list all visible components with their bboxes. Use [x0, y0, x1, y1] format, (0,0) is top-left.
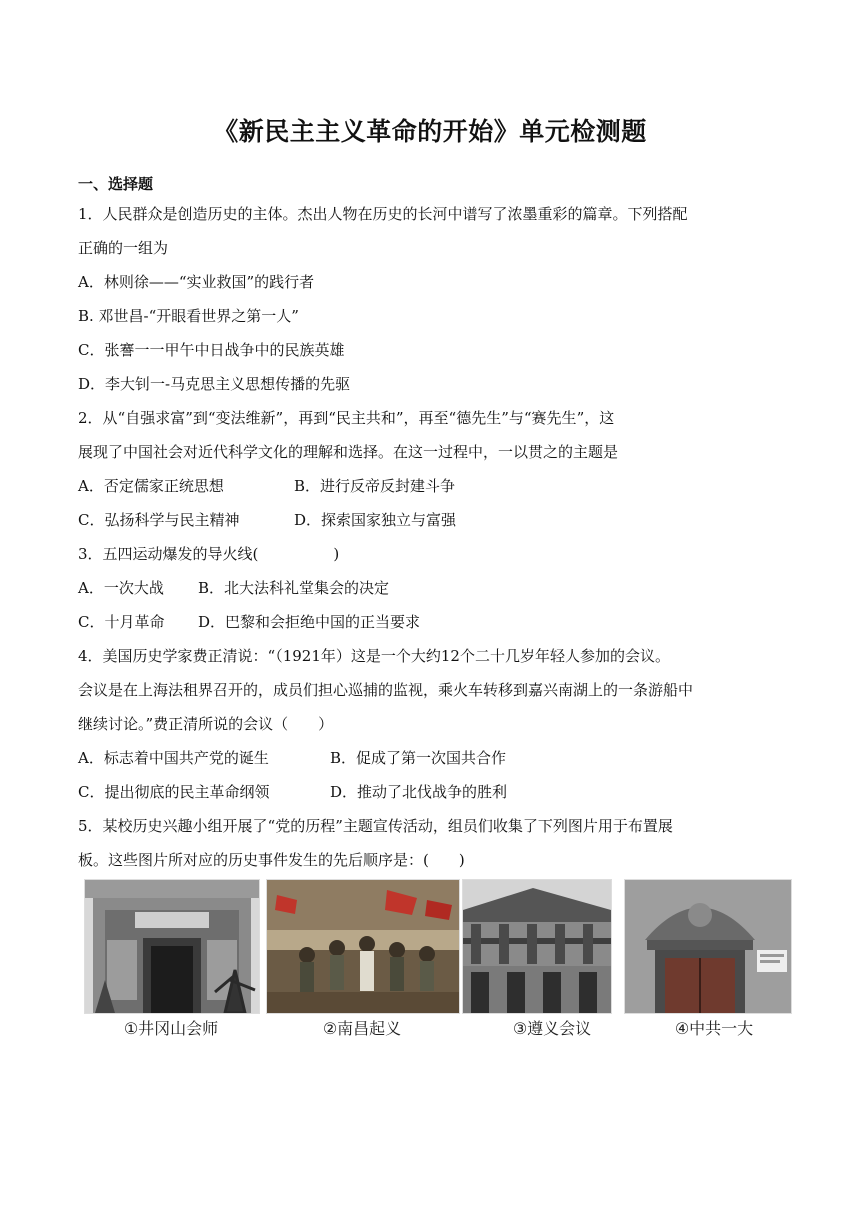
- option-row: [78, 503, 784, 537]
- question-5: [78, 809, 784, 877]
- question-stem-line: 板。这些图片所对应的历史事件发生的先后顺序是：( ): [78, 851, 465, 869]
- option-row: [78, 605, 784, 639]
- section-heading: 一、选择题: [78, 175, 154, 193]
- question-stem-line: 继续讨论。”费正清所说的会议（ ）: [78, 715, 334, 733]
- page-title: 《新民主主义革命的开始》单元检测题: [213, 117, 647, 146]
- question-stem-line: 展现了中国社会对近代科学文化的理解和选择。在这一过程中，一以贯之的主题是: [78, 443, 619, 461]
- image-caption: ①井冈山会师: [123, 1019, 219, 1038]
- question-stem-line: 2．从“自强求富”到“变法维新”，再到“民主共和”，再至“德先生”与“赛先生”，这: [78, 409, 615, 427]
- history-images-strip: [84, 879, 790, 1044]
- option-b: B．促成了第一次国共合作: [330, 749, 507, 767]
- option-d: D．探索国家独立与富强: [294, 511, 457, 529]
- option-a: A．标志着中国共产党的诞生: [78, 749, 269, 767]
- question-stem-line: 正确的一组为: [78, 239, 169, 257]
- option-b: B．进行反帝反封建斗争: [294, 477, 456, 495]
- option-row: [78, 571, 784, 605]
- shikumen-doorway-icon: [624, 879, 792, 1014]
- option-d: D．推动了北伐战争的胜利: [330, 783, 508, 801]
- brick-building-icon: [462, 879, 612, 1014]
- option-row: [78, 741, 784, 775]
- question-list: [78, 171, 784, 877]
- option-a: A．一次大战: [78, 579, 164, 597]
- question-stem-line: 1．人民群众是创造历史的主体。杰出人物在历史的长河中谱写了浓墨重彩的篇章。下列搭配: [78, 205, 688, 223]
- option-c: C．弘扬科学与民主精神: [78, 511, 240, 529]
- option-row: [78, 469, 784, 503]
- old-gate-building-icon: [84, 879, 260, 1014]
- image-caption: ②南昌起义: [322, 1019, 402, 1038]
- question-1: [78, 197, 784, 401]
- question-2: [78, 401, 784, 537]
- question-stem-line: 3．五四运动爆发的导火线( ): [78, 545, 340, 563]
- option-d: D．巴黎和会拒绝中国的正当要求: [198, 613, 421, 631]
- option-c: C．张謇一一甲午中日战争中的民族英雄: [78, 341, 345, 359]
- image-caption: ④中共一大: [674, 1019, 754, 1038]
- uprising-painting-icon: [266, 879, 460, 1014]
- option-c: C．提出彻底的民主革命纲领: [78, 783, 270, 801]
- option-c: C．十月革命: [78, 613, 165, 631]
- image-caption: ③遵义会议: [512, 1019, 592, 1038]
- option-b: B. 邓世昌-“开眼看世界之第一人”: [78, 307, 299, 325]
- question-stem-line: 会议是在上海法租界召开的，成员们担心巡捕的监视，乘火车转移到嘉兴南湖上的一条游船中: [78, 681, 694, 699]
- question-4: [78, 639, 784, 809]
- option-b: B．北大法科礼堂集会的决定: [198, 579, 390, 597]
- option-a: A．否定儒家正统思想: [78, 477, 224, 495]
- question-3: [78, 537, 784, 639]
- question-stem-line: 5．某校历史兴趣小组开展了“党的历程”主题宣传活动，组员们收集了下列图片用于布置展: [78, 817, 673, 835]
- option-d: D．李大钊一-马克思主义思想传播的先驱: [78, 375, 351, 393]
- option-a: A．林则徐——“实业救国”的践行者: [78, 273, 315, 291]
- option-row: [78, 775, 784, 809]
- question-stem-line: 4．美国历史学家费正清说：“（1921年）这是一个大约12个二十几岁年轻人参加的会议。: [78, 647, 670, 665]
